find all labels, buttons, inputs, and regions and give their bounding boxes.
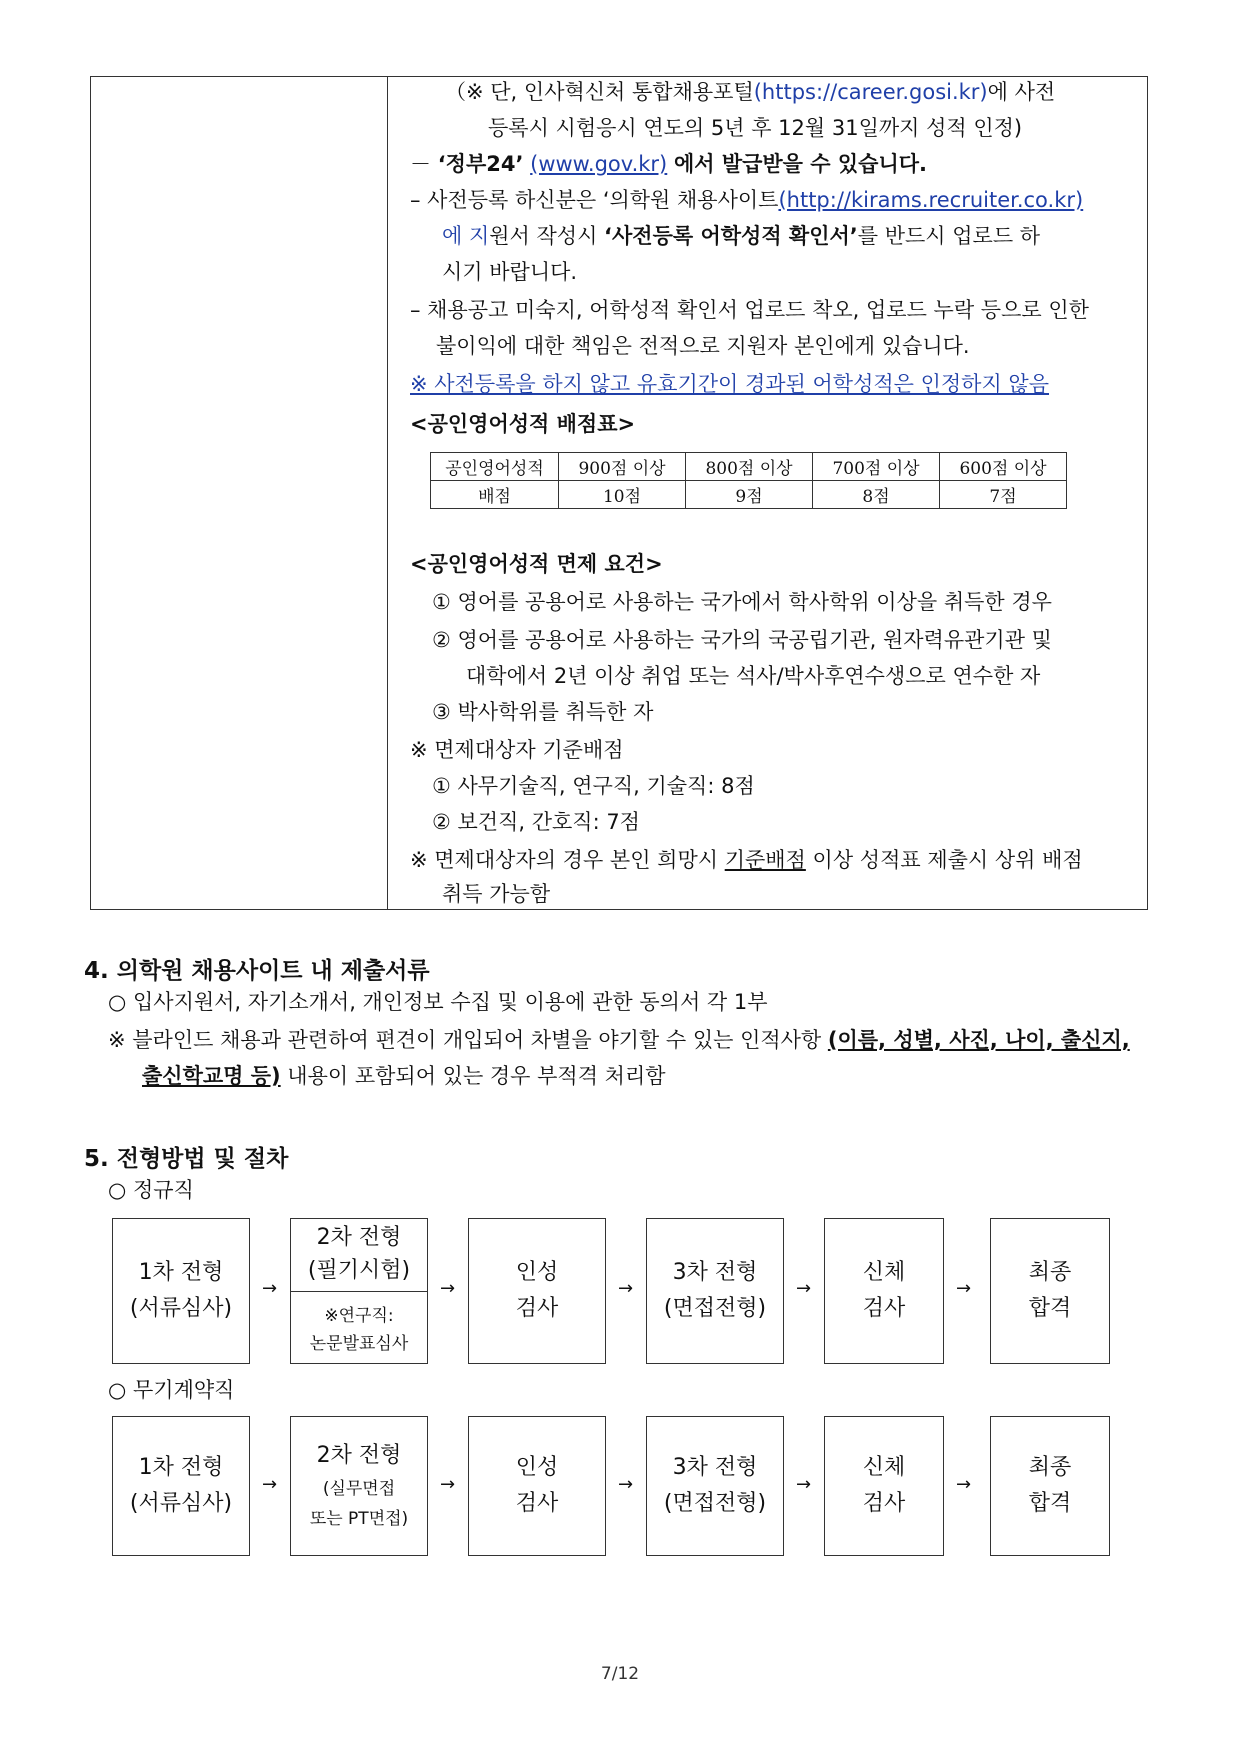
table-cell: 배점 bbox=[431, 481, 559, 509]
table-line-7: – 채용공고 미숙지, 어학성적 확인서 업로드 착오, 업로드 누락 등으로 인한 bbox=[410, 298, 1089, 322]
exempt-line-7: ② 보건직, 간호직: 7점 bbox=[432, 810, 640, 834]
table-cell: 8점 bbox=[813, 481, 940, 509]
pre-registration-notice: ※ 사전등록을 하지 않고 유효기간이 경과된 어학성적은 인정하지 않음 bbox=[410, 372, 1050, 396]
arrow-icon: → bbox=[956, 1474, 972, 1495]
regular-step-2-top: 2차 전형 (필기시험) bbox=[291, 1219, 427, 1292]
regular-step-2-bottom: ※연구직: 논문발표심사 bbox=[309, 1306, 409, 1354]
contract-step-1: 1차 전형 (서류심사) bbox=[112, 1416, 250, 1556]
english-score-table bbox=[430, 452, 1067, 509]
arrow-icon: → bbox=[440, 1474, 456, 1495]
exempt-title: <공인영어성적 면제 요건> bbox=[410, 552, 663, 576]
table-line-5: 에 지원서 작성시 ‘사전등록 어학성적 확인서’를 반드시 업로드 하 bbox=[442, 224, 1041, 248]
table-line-4: – 사전등록 하신분은 ‘의학원 채용사이트(http://kirams.recruiter.co.kr) bbox=[410, 188, 1084, 212]
regular-step-5: 신체 검사 bbox=[824, 1218, 944, 1364]
table-cell: 600점 이상 bbox=[940, 453, 1067, 481]
regular-step-2 bbox=[290, 1218, 428, 1364]
score-table-title: <공인영어성적 배점표> bbox=[410, 412, 636, 436]
section-4-line-3: 출신학교명 등) 내용이 포함되어 있는 경우 부적격 처리함 bbox=[142, 1064, 666, 1088]
exempt-line-3: 대학에서 2년 이상 취업 또는 석사/박사후연수생으로 연수한 자 bbox=[466, 664, 1041, 688]
table-line-3: － ‘정부24’ (www.gov.kr) 에서 발급받을 수 있습니다. bbox=[410, 152, 927, 176]
exempt-line-9: 취득 가능함 bbox=[442, 882, 551, 906]
table-cell: 10점 bbox=[559, 481, 686, 509]
contract-step-4: 3차 전형 (면접전형) bbox=[646, 1416, 784, 1556]
table-cell: 900점 이상 bbox=[559, 453, 686, 481]
regular-step-3: 인성 검사 bbox=[468, 1218, 606, 1364]
exempt-line-8: ※ 면제대상자의 경우 본인 희망시 기준배점 이상 성적표 제출시 상위 배점 bbox=[410, 848, 1083, 872]
section-4-line-1: ○ 입사지원서, 자기소개서, 개인정보 수집 및 이용에 관한 동의서 각 1부 bbox=[108, 990, 768, 1014]
exempt-line-1: ① 영어를 공용어로 사용하는 국가에서 학사학위 이상을 취득한 경우 bbox=[432, 590, 1052, 614]
table-cell: 800점 이상 bbox=[686, 453, 813, 481]
kirams-recruiter-link[interactable]: (http://kirams.recruiter.co.kr) bbox=[778, 188, 1084, 212]
exempt-line-6: ① 사무기술직, 연구직, 기술직: 8점 bbox=[432, 774, 755, 798]
table-line-8: 불이익에 대한 책임은 전적으로 지원자 본인에게 있습니다. bbox=[436, 334, 970, 358]
table-row bbox=[431, 481, 1067, 509]
table-cell: 9점 bbox=[686, 481, 813, 509]
exempt-line-5: ※ 면제대상자 기준배점 bbox=[410, 738, 624, 762]
arrow-icon: → bbox=[796, 1474, 812, 1495]
page-number: 7/12 bbox=[600, 1664, 640, 1684]
contract-step-3: 인성 검사 bbox=[468, 1416, 606, 1556]
arrow-icon: → bbox=[618, 1278, 634, 1299]
career-gosi-link[interactable]: (https://career.gosi.kr) bbox=[753, 80, 988, 104]
table-row bbox=[431, 453, 1067, 481]
arrow-icon: → bbox=[262, 1278, 278, 1299]
contract-step-6: 최종 합격 bbox=[990, 1416, 1110, 1556]
contract-label: ○ 무기계약직 bbox=[108, 1378, 235, 1402]
section-4-title: 4. 의학원 채용사이트 내 제출서류 bbox=[84, 958, 430, 984]
section-5-title: 5. 전형방법 및 절차 bbox=[84, 1146, 289, 1172]
gov-kr-link[interactable]: (www.gov.kr) bbox=[530, 152, 668, 176]
contract-step-5: 신체 검사 bbox=[824, 1416, 944, 1556]
table-line-1: （※ 단, 인사혁신처 통합채용포털(https://career.gosi.kr)에 사전 bbox=[445, 80, 1056, 104]
arrow-icon: → bbox=[956, 1278, 972, 1299]
arrow-icon: → bbox=[796, 1278, 812, 1299]
contract-step-2: 2차 전형 (실무면접 또는 PT면접) bbox=[290, 1416, 428, 1556]
arrow-icon: → bbox=[440, 1278, 456, 1299]
table-cell: 공인영어성적 bbox=[431, 453, 559, 481]
exempt-line-4: ③ 박사학위를 취득한 자 bbox=[432, 700, 654, 724]
arrow-icon: → bbox=[618, 1474, 634, 1495]
section-4-line-2: ※ 블라인드 채용과 관련하여 편견이 개입되어 차별을 야기할 수 있는 인적사항 (이름, 성별, 사진, 나이, 출신지, bbox=[108, 1028, 1130, 1052]
table-cell: 700점 이상 bbox=[813, 453, 940, 481]
table-line-2: 등록시 시험응시 연도의 5년 후 12월 31일까지 성적 인정) bbox=[488, 116, 1023, 140]
regular-label: ○ 정규직 bbox=[108, 1178, 194, 1202]
table-column-divider bbox=[387, 77, 388, 909]
regular-step-6: 최종 합격 bbox=[990, 1218, 1110, 1364]
table-line-6: 시기 바랍니다. bbox=[442, 260, 578, 284]
table-cell: 7점 bbox=[940, 481, 1067, 509]
arrow-icon: → bbox=[262, 1474, 278, 1495]
regular-step-1: 1차 전형 (서류심사) bbox=[112, 1218, 250, 1364]
exempt-line-2: ② 영어를 공용어로 사용하는 국가의 국공립기관, 원자력유관기관 및 bbox=[432, 628, 1052, 652]
regular-step-4: 3차 전형 (면접전형) bbox=[646, 1218, 784, 1364]
